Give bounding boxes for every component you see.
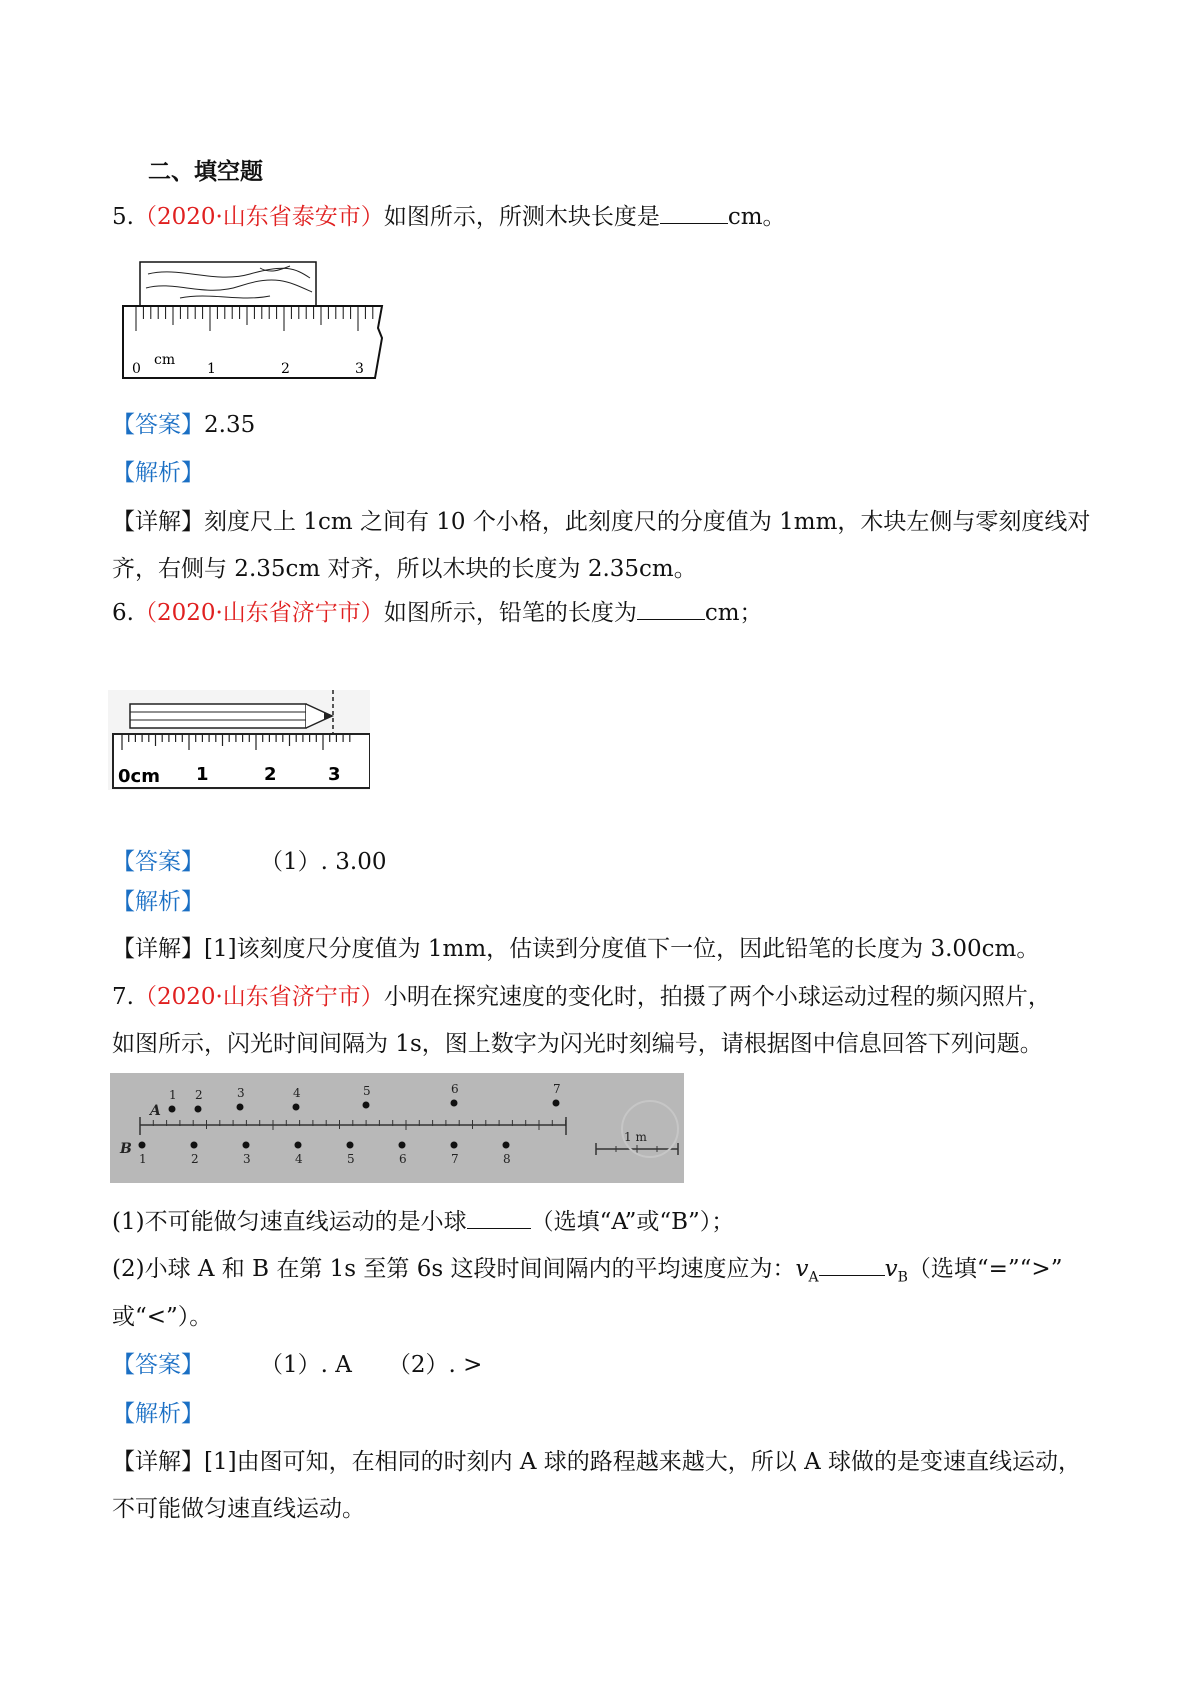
detail-tag: 【详解】: [112, 509, 204, 535]
velocity-subscript: B: [897, 1269, 908, 1286]
velocity-subscript: A: [808, 1269, 819, 1286]
analysis-tag: 【解析】: [112, 889, 204, 915]
question-source: （2020·山东省泰安市）: [133, 204, 384, 230]
question-unit: cm。: [727, 204, 786, 230]
scale-label: 1 m: [624, 1130, 647, 1144]
answer-text: 2.35: [204, 412, 256, 438]
q7-sub2: [112, 1250, 1062, 1286]
question-number: 7.: [112, 984, 134, 1010]
answer-blank: [637, 601, 705, 620]
ball-a-position: [363, 1102, 370, 1109]
question-number: 6.: [112, 600, 134, 626]
pencil-body: [130, 704, 306, 728]
ball-b-number: 2: [191, 1152, 199, 1166]
detail-text: [1]由图可知，在相同的时刻内 A 球的路程越来越大，所以 A 球做的是变速直线运动，: [204, 1449, 1082, 1475]
ball-b-number: 4: [295, 1152, 303, 1166]
ball-b-number: 1: [139, 1152, 147, 1166]
ball-b-position: [191, 1142, 198, 1149]
section-title: 二、填空题: [148, 158, 263, 185]
answer-blank: [467, 1210, 531, 1229]
answer-tag: 【答案】: [112, 412, 204, 438]
ball-a-position: [169, 1106, 176, 1113]
question-unit: cm；: [704, 600, 763, 626]
detail-tag: 【详解】: [112, 936, 204, 962]
question-text: 如图所示，闪光时间间隔为 1s，图上数字为闪光时刻编号，请根据图中信息回答下列问题。: [112, 1031, 1043, 1057]
ball-a-position: [553, 1100, 560, 1107]
ball-a-number: 5: [363, 1084, 371, 1098]
q6-detail: [112, 930, 1039, 963]
question-source: （2020·山东省济宁市）: [133, 600, 384, 626]
velocity-symbol: v: [884, 1256, 898, 1282]
ball-a-position: [451, 1100, 458, 1107]
answer-blank: [819, 1257, 885, 1276]
ruler-label: 0cm: [118, 766, 160, 787]
answer-blank: [660, 205, 728, 224]
detail-text: 刻度尺上 1cm 之间有 10 个小格，此刻度尺的分度值为 1mm，木块左侧与零刻度线对: [204, 509, 1091, 535]
detail-tag: 【详解】: [112, 1449, 204, 1475]
ball-b-position: [451, 1142, 458, 1149]
q7-detail: [112, 1443, 1081, 1476]
ball-b-position: [347, 1142, 354, 1149]
q5-answer: [112, 406, 255, 439]
velocity-symbol: v: [795, 1256, 809, 1282]
sub-question-text: （选填“A”或“B”）；: [530, 1209, 735, 1235]
answer-tag: 【答案】: [112, 1352, 204, 1378]
ball-b-number: 7: [451, 1152, 459, 1166]
question-source: （2020·山东省济宁市）: [133, 984, 384, 1010]
q6-answer: [112, 843, 386, 876]
strobe-photo-figure: [110, 1073, 684, 1183]
ball-a-label: A: [150, 1103, 161, 1119]
ball-b-number: 8: [503, 1152, 511, 1166]
sub-question-text: 或“<”）。: [112, 1304, 213, 1330]
sub-question-text: (2)小球 A 和 B 在第 1s 至第 6s 这段时间间隔内的平均速度应为：: [112, 1256, 796, 1282]
ball-b-position: [243, 1142, 250, 1149]
ball-a-number: 3: [237, 1086, 245, 1100]
q7-answer: [112, 1346, 482, 1379]
ball-a-number: 7: [553, 1082, 561, 1096]
q7-sub1: [112, 1203, 734, 1236]
pencil-ruler-figure: [108, 690, 370, 790]
question-6: [112, 594, 763, 627]
ruler-label: 2: [281, 361, 290, 377]
question-number: 5.: [112, 204, 134, 230]
ruler-label: 1: [196, 764, 209, 785]
ball-b-position: [295, 1142, 302, 1149]
ball-a-number: 1: [169, 1088, 177, 1102]
analysis-tag: 【解析】: [112, 1401, 204, 1427]
ruler-label: 3: [355, 361, 364, 377]
question-text: 如图所示，所测木块长度是: [383, 204, 660, 230]
ball-b-number: 6: [399, 1152, 407, 1166]
detail-text: 齐，右侧与 2.35cm 对齐，所以木块的长度为 2.35cm。: [112, 556, 697, 582]
q5-detail: [112, 503, 1090, 536]
detail-text: 不可能做匀速直线运动。: [112, 1496, 365, 1522]
ball-a-number: 6: [451, 1082, 459, 1096]
ball-a-position: [195, 1106, 202, 1113]
ball-a-position: [293, 1104, 300, 1111]
answer-text: （1）. A: [260, 1352, 352, 1378]
sub-question-text: (1)不可能做匀速直线运动的是小球: [112, 1209, 467, 1235]
question-7: [112, 978, 1051, 1011]
ball-b-number: 5: [347, 1152, 355, 1166]
sub-question-text: （选填“=”“>”: [907, 1256, 1063, 1282]
ball-a-number: 4: [293, 1086, 301, 1100]
ball-b-label: B: [120, 1141, 132, 1157]
ruler-label: 3: [328, 764, 341, 785]
ruler-unit-label: cm: [154, 352, 176, 368]
question-5: [112, 198, 786, 231]
ruler-label: 1: [207, 361, 216, 377]
ball-b-number: 3: [243, 1152, 251, 1166]
ball-a-number: 2: [195, 1088, 203, 1102]
answer-tag: 【答案】: [112, 849, 204, 875]
ruler-wood-figure: [120, 258, 390, 383]
ball-b-position: [139, 1142, 146, 1149]
answer-text: （2）. >: [387, 1352, 483, 1378]
answer-text: （1）. 3.00: [260, 849, 387, 875]
analysis-tag: 【解析】: [112, 460, 204, 486]
question-text: 小明在探究速度的变化时，拍摄了两个小球运动过程的频闪照片，: [383, 984, 1051, 1010]
ball-b-position: [399, 1142, 406, 1149]
ruler-label: 2: [264, 764, 277, 785]
ball-a-position: [237, 1104, 244, 1111]
ruler-label: 0: [132, 361, 141, 377]
detail-text: [1]该刻度尺分度值为 1mm，估读到分度值下一位，因此铅笔的长度为 3.00cm。: [204, 936, 1040, 962]
ball-b-position: [503, 1142, 510, 1149]
question-text: 如图所示，铅笔的长度为: [383, 600, 637, 626]
